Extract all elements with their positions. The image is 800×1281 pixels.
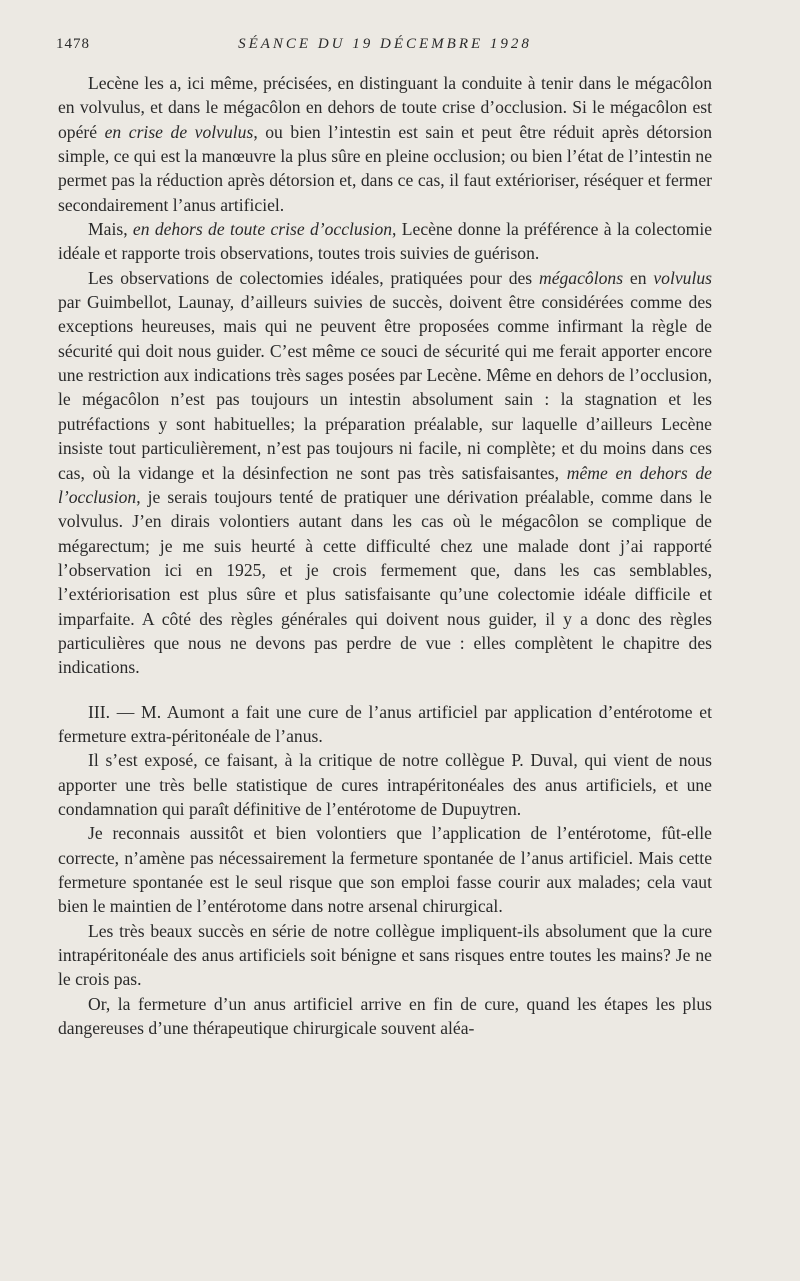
paragraph-8: Or, la fermeture d’un anus artificiel arrive en fin de cure, quand les étapes les plus dangereuses d’une thérapeutique chirurgicale souvent aléa- <box>58 993 712 1039</box>
page-number: 1478 <box>56 36 90 52</box>
paragraph-7: Les très beaux succès en série de notre collègue impliquent-ils absolument que la cure intrapéritonéale des anus artificiels soit bénigne et sans risques entre toutes les mains? Je ne le crois pas. <box>58 920 712 990</box>
paragraph-1: Lecène les a, ici même, précisées, en distinguant la conduite à tenir dans le mégacôlon en volvulus, et dans le mégacôlon en dehors de toute crise d’occlusion. Si le mégacôlon est opéré en crise de volvulus, ou bien l’intestin est sain et peut être réduit après détorsion simple, ce qui est la manœuvre la plus sûre en pleine occlusion; ou bien l’état de l’intestin ne permet pas la réduction après détorsion et, dans ce cas, il faut extérioriser, réséquer et fermer secondairement l’anus artificiel. <box>58 73 712 215</box>
running-title: SÉANCE DU 19 DÉCEMBRE 1928 <box>238 36 532 52</box>
page-header <box>56 36 714 56</box>
paragraph-5: Il s’est exposé, ce faisant, à la critique de notre collègue P. Duval, qui vient de nous apporter une très belle statistique de cures intrapéritonéales des anus artificiels, et une condamnation qui paraît définitive de l’entérotome de Dupuytren. <box>58 750 712 819</box>
paragraph-6: Je reconnais aussitôt et bien volontiers que l’application de l’entérotome, fût-elle correcte, n’amène pas nécessairement la fermeture spontanée de l’anus artificiel. Mais cette fermeture spontanée est le seul risque que son emploi fasse courir aux malades; cela vaut bien le maintien de l’entérotome dans notre arsenal chirurgical. <box>58 823 712 917</box>
paragraph-4-section-iii: III. — M. Aumont a fait une cure de l’anus artificiel par application d’entérotome et fermeture extra-péritonéale de l’anus. <box>58 701 712 746</box>
document-body <box>58 71 712 1040</box>
paragraph-2: Mais, en dehors de toute crise d’occlusion, Lecène donne la préférence à la colectomie idéale et rapporte trois observations, toutes trois suivies de guérison. <box>58 219 713 264</box>
paragraph-3: Les observations de colectomies idéales, pratiquées pour des mégacôlons en volvulus par Guimbellot, Launay, d’ailleurs suivies de succès, doivent être considérées comme des exceptions heureuses, mais qui ne peuvent être proposées comme infirmant la règle de sécurité qui doit nous guider. C’est même ce souci de sécurité qui me ferait apporter encore une restriction aux indications très sages posées par Lecène. Même en dehors de l’occlusion, le mégacôlon n’est pas toujours un intestin absolument sain : la stagnation et les putréfactions y sont habituelles; la préparation préalable, sur laquelle d’ailleurs Lecène insiste tout particulièrement, n’est pas toujours ni facile, ni complète; et du moins dans ces cas, où la vidange et la désinfection ne sont pas très satisfaisantes, même en dehors de l’occlusion, je serais toujours tenté de pratiquer une dérivation préalable, comme dans le volvulus. J’en dirais volontiers autant dans les cas où le mégacôlon se complique de mégarectum; je me suis heurté à cette difficulté chez une malade dont j’ai rapporté l’observation ici en 1925, et je crois fermement que, dans les cas semblables, l’extériorisation est plus sûre et plus satisfaisante qu’une colectomie idéale difficile et imparfaite. A côté des règles générales qui doivent nous guider, il y a donc des règles particulières que nous ne devons pas perdre de vue : elles complètent le chapitre des indications. <box>58 267 712 678</box>
